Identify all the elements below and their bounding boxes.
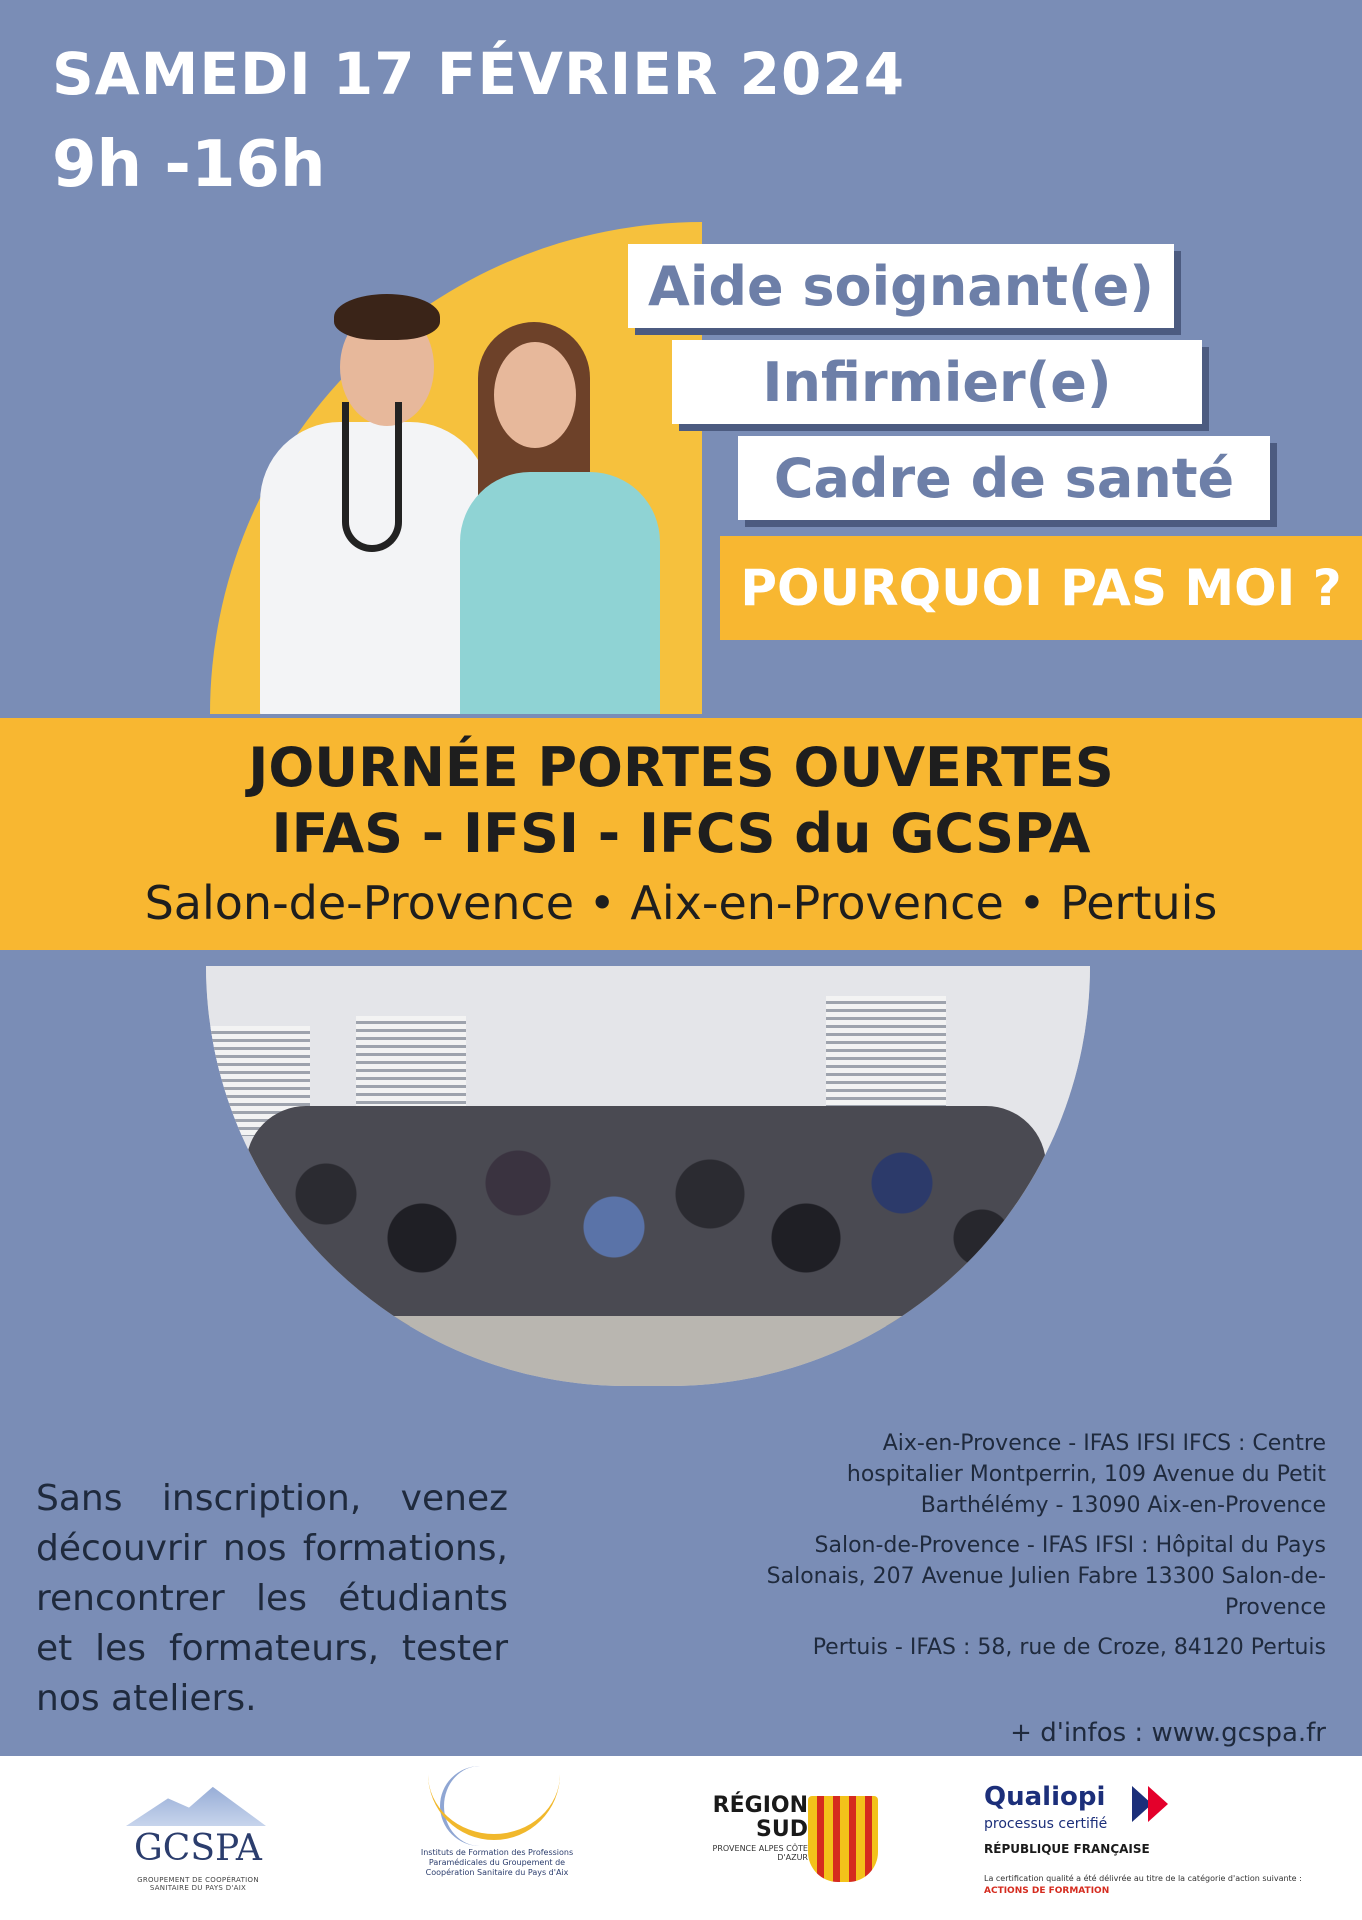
blue-scrubs [460,472,660,714]
website-link[interactable]: + d'infos : www.gcspa.fr [1010,1718,1326,1748]
region-shield-icon [808,1796,878,1882]
address-pertuis: Pertuis - IFAS : 58, rue de Croze, 84120 Pertuis [812,1635,1326,1660]
banner-locations: Salon-de-Provence • Aix-en-Provence • Pertuis [144,876,1218,930]
banner-institutes: IFAS - IFSI - IFCS du GCSPA [271,802,1091,865]
qualiopi-subtitle: processus certifié [984,1816,1108,1832]
male-student-hair [334,294,440,340]
qualiopi-certification-note: La certification qualité a été délivrée au titre de la catégorie d'action suivante : [984,1874,1302,1883]
region-sud-logo: RÉGION SUD [712,1793,808,1842]
partner-logos [0,1756,1362,1920]
stethoscope-icon [342,402,402,552]
profession-label: Aide soignant(e) [628,244,1174,328]
region-sud-subtitle: PROVENCE ALPES CÔTE D'AZUR [712,1844,808,1862]
window-shutter [356,1016,466,1106]
window-shutter [826,996,946,1116]
event-hours: 9h -16h [52,128,326,202]
gcspa-logo: GCSPA [134,1828,262,1869]
open-day-banner [0,718,1362,950]
ifp-logo-text: Instituts de Formation des Professions Paramédicales du Groupement de Coopération Sanitaire du Pays d'Aix [420,1848,574,1877]
female-student-head [494,342,576,448]
profession-label: Infirmier(e) [672,340,1202,424]
address-aix: Aix-en-Provence - IFAS IFSI IFCS : Centre hospitalier Montperrin, 109 Avenue du Petit Barthélémy - 13090 Aix-en-Provence [846,1431,1326,1518]
addresses [766,1428,1326,1672]
qualiopi-action: ACTIONS DE FORMATION [984,1886,1110,1896]
gcspa-subtitle: GROUPEMENT DE COOPÉRATION SANITAIRE DU PAYS D'AIX [137,1876,259,1892]
profession-label: Cadre de santé [738,436,1270,520]
slogan: POURQUOI PAS MOI ? [720,536,1362,640]
address-salon: Salon-de-Provence - IFAS IFSI : Hôpital du Pays Salonais, 207 Avenue Julien Fabre 13300 Salon-de-Provence [766,1533,1326,1620]
invitation-text: Sans inscription, venez découvrir nos formations, rencontrer les étudiants et les formateurs, tester nos ateliers. [36,1478,508,1719]
pavement [206,1316,1090,1386]
republique-francaise: RÉPUBLIQUE FRANÇAISE [984,1842,1150,1856]
gcspa-mountain-icon [126,1780,266,1826]
event-date: SAMEDI 17 FÉVRIER 2024 [52,40,906,108]
banner-title: JOURNÉE PORTES OUVERTES [248,736,1114,799]
qualiopi-arrow-icon [1148,1786,1168,1822]
qualiopi-logo: Qualiopi [984,1782,1106,1812]
crowd-of-students [246,1106,1046,1326]
group-photo [206,966,1090,1386]
